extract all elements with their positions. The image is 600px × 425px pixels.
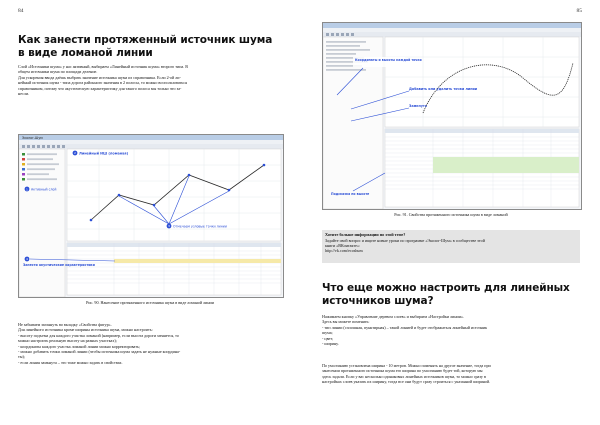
- screenshot-figure-91: [322, 22, 582, 210]
- text-line: Не забываем заглянуть во вкладку «Свойства фигур».: [18, 322, 112, 327]
- text-line: занесении протяженного источника шума его ширина по умолчанию будет той, которую мы: [322, 368, 483, 374]
- text-line: Для линейного источника кроме ширины источника шума, можно настроить:: [18, 327, 153, 333]
- text-line: - координаты каждого участка ломаной линии можно корректировать;: [18, 343, 141, 349]
- text-line: - тип линии (сплошная, пунктирная) – такой линией и будет отображаться линейный источник: [322, 324, 488, 330]
- text-line: - высоту подъема для каждого участка ломаной (например, если высота дороги меняется, то: [18, 332, 179, 338]
- toolbar: [323, 32, 581, 37]
- info-box-text: Задайте свой вопрос и ищите новые уроки по программе «Эколог-Шум» в сообществе этой: [325, 237, 485, 243]
- text-line: несли.: [18, 91, 30, 97]
- figure-90-drawing: [19, 135, 283, 297]
- layer-tree-panel: [19, 149, 65, 297]
- svg-text:Занести акустические характери: Занести акустические характеристики: [23, 263, 95, 267]
- heading-line: источников шума?: [322, 294, 434, 307]
- text-line: настройках слоев указать их ширину, тогда все они будут сразу строиться с указанной шириной.: [322, 379, 491, 385]
- info-box: [322, 230, 580, 263]
- svg-text:Отмечаем узловые точки линии: Отмечаем узловые точки линии: [173, 224, 227, 229]
- text-line: - можно добавить точки ломаной линии (чтобы источника шума задать не нужные координа-: [18, 349, 181, 355]
- svg-text:2: 2: [74, 151, 76, 156]
- figure-caption: Рис. 91. Свойства протяженного источника шума в виде ломаной: [394, 212, 508, 217]
- svg-text:Активный слой: Активный слой: [31, 187, 57, 192]
- menu-bar: [323, 28, 581, 32]
- body-paragraph: [18, 322, 283, 365]
- page-number: 85: [576, 8, 582, 14]
- menu-bar: [19, 140, 283, 144]
- callout-line-source: [73, 151, 129, 156]
- svg-text:Линейный ИШ (ломаная): Линейный ИШ (ломаная): [79, 151, 129, 156]
- text-line: - если линия замкнута – это тоже можно задать в свойствах.: [18, 359, 123, 365]
- text-line: ты);: [18, 354, 26, 360]
- text-line: шума;: [322, 330, 333, 336]
- svg-text:Подсказка по высоте: Подсказка по высоте: [331, 192, 370, 196]
- svg-text:4: 4: [26, 257, 28, 262]
- text-line: справочником, потому что акустическую характеристику для такого полоса мы только что за-: [18, 85, 182, 91]
- text-line: Слой «Источники шума» у нас активный, выбираем «Линейный источник шума» второго типа. В: [18, 64, 189, 69]
- text-line: общем источники шума по площади деление.: [18, 69, 98, 75]
- text-line: Для ускорения ввода даёшь выбрать значение источника шума из справочника. Если 2-ой ли-: [18, 74, 181, 80]
- heading: [18, 34, 288, 59]
- heading-line: в виде ломаной линии: [18, 46, 153, 59]
- text-line: По умолчанию установлена ширина - 10 метров. Можно поменять на другое значение, тогда при: [322, 363, 491, 368]
- text-line: - цвет;: [322, 335, 334, 341]
- text-line: здесь задали. Если у вас несколько одинаковых линейных источников шума, то можно сразу в: [322, 373, 486, 379]
- figure-91-drawing: [323, 23, 581, 209]
- page-number: 84: [18, 8, 24, 14]
- info-box-text: книги «ВКонтакте»:: [325, 243, 361, 248]
- text-line: Здесь вы можете поменять:: [322, 319, 370, 325]
- text-line: можно настроить реальную высоту на разных участках);: [18, 338, 117, 344]
- heading-line: Как занести протяженный источник шума: [18, 34, 273, 46]
- text-line: Нажимаем кнопку «Управление деревом слоев» и выбираем «Настройки линии».: [322, 314, 464, 319]
- info-box-title: Хотите больше информации по этой теме?: [325, 232, 406, 237]
- svg-text:Координаты и высоты каждой точ: Координаты и высоты каждой точки: [355, 58, 422, 62]
- figure-caption: Рис. 90. Нанесение протяженного источника шума в виде ломаной линии: [86, 300, 214, 305]
- text-line: - ширину.: [322, 341, 339, 347]
- body-paragraph: [322, 314, 584, 346]
- window-title-bar: [323, 23, 581, 28]
- window-title-bar: [19, 135, 283, 140]
- svg-text:Замкнуть: Замкнуть: [409, 104, 427, 108]
- intro-paragraph: [18, 64, 283, 96]
- map-canvas: [385, 37, 579, 127]
- svg-text:1: 1: [26, 187, 28, 192]
- heading-line: Что еще можно настроить для линейных: [322, 282, 570, 294]
- heading: [322, 282, 584, 307]
- svg-text:3: 3: [168, 224, 170, 229]
- properties-table: [67, 243, 281, 295]
- window-title: Эколог-Шум: [22, 135, 43, 140]
- text-line: нейный источник шума - типа дорога районного значения в 2 полосы, то можно воспользоваться: [18, 80, 187, 86]
- screenshot-figure-90: [18, 134, 284, 298]
- svg-text:Добавить или удалить точки лин: Добавить или удалить точки линии: [409, 87, 478, 91]
- body-paragraph: [322, 363, 584, 385]
- info-box-link[interactable]: http://vk.com/ecoshum: [325, 248, 363, 254]
- right-page: [300, 0, 600, 425]
